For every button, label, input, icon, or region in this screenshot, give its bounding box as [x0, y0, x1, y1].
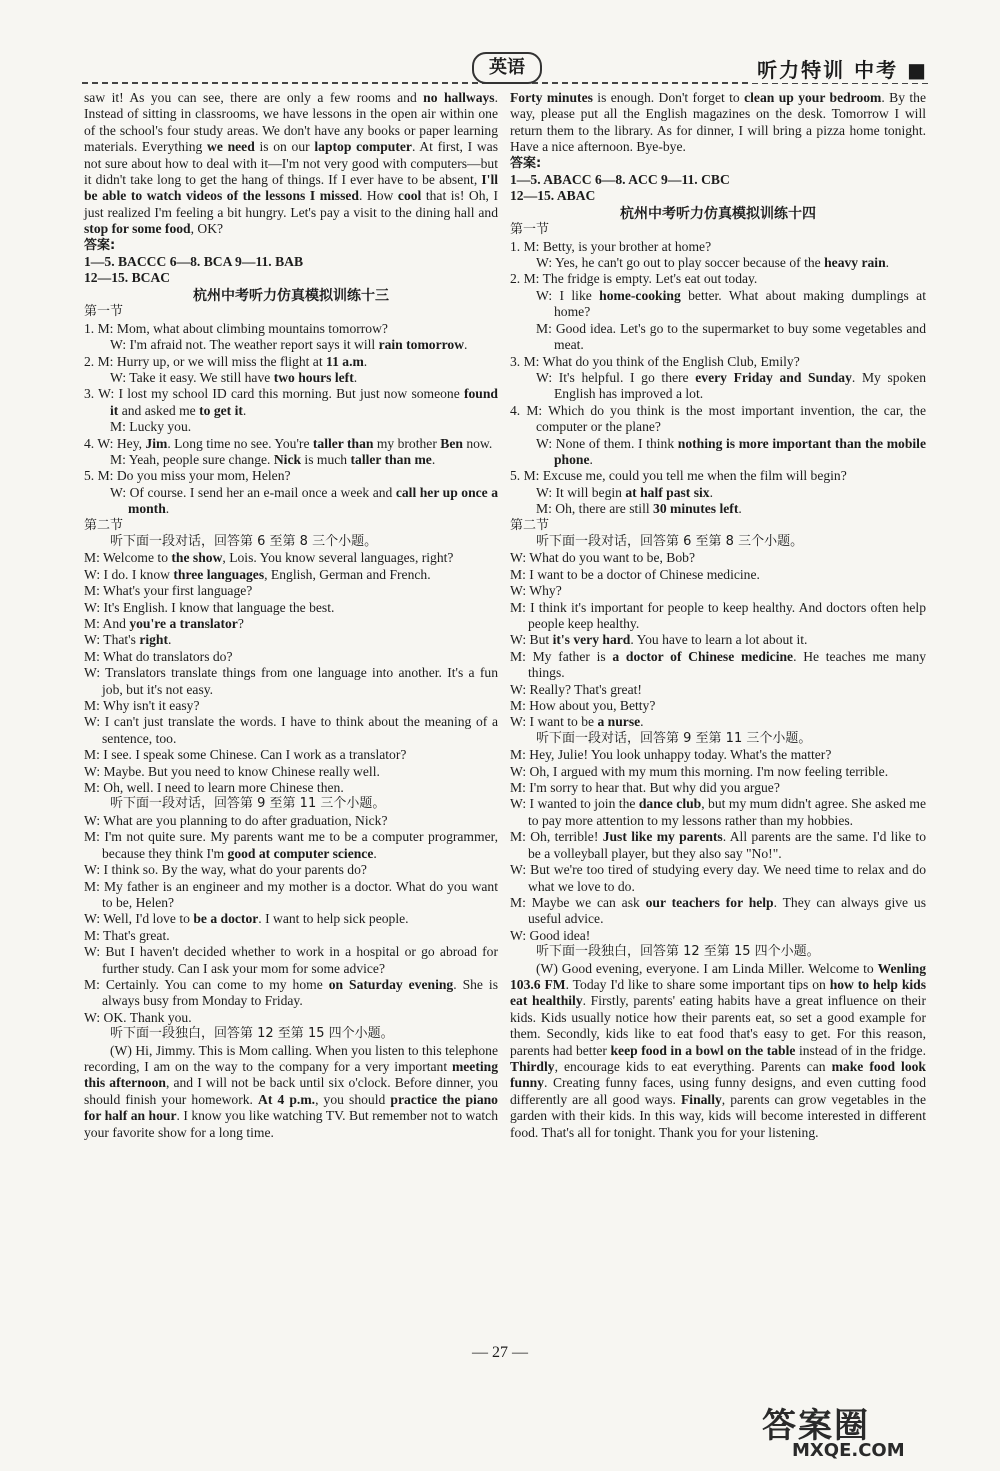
dialogue-line — [84, 698, 498, 714]
dialogue-line — [84, 879, 498, 912]
left-direction-1: 听下面一段对话，回答第 6 至第 8 三个小题。 — [110, 533, 378, 549]
dialogue-line — [84, 1010, 498, 1026]
key-phrase: Ben — [440, 435, 463, 451]
speaker-label: M: — [84, 878, 104, 894]
right-q1-m — [510, 239, 926, 255]
dialogue-line — [510, 747, 926, 763]
text-run: I do. I know — [103, 566, 174, 582]
text-run: I want to be — [529, 714, 598, 730]
key-phrase: good at computer science — [227, 845, 374, 861]
speaker-label: M: — [84, 648, 104, 664]
speaker-label: M: — [510, 599, 531, 615]
dialogue-line — [510, 567, 926, 583]
text-run: What are you planning to do after graduation, Nick? — [103, 812, 388, 828]
right-q4-w — [510, 436, 926, 469]
right-q2-m2 — [510, 321, 926, 354]
speaker-label: W: — [510, 927, 530, 943]
speaker-label: M: — [84, 976, 106, 992]
watermark-url: MXQE.COM — [792, 1440, 905, 1461]
speaker-label: M: — [510, 894, 532, 910]
speaker-label: M: — [84, 583, 104, 599]
left-part-two-label: 第二节 — [84, 517, 124, 533]
key-phrase: you're a translator — [129, 616, 238, 631]
key-phrase: cool — [397, 188, 422, 204]
key-phrase: how to help kids eat healthily — [510, 976, 927, 1009]
text-run: I wanted to join the — [529, 796, 639, 812]
key-phrase: it's very hard — [552, 632, 631, 648]
key-phrase: rain tomorrow — [378, 337, 465, 353]
speaker-label: M: — [84, 698, 104, 714]
right-dialogue-1 — [510, 550, 926, 730]
subject-logo: 英语 — [472, 52, 542, 84]
right-q4-m — [510, 403, 926, 436]
text-run: . She is always busy from Monday to Friday. — [102, 976, 498, 1009]
left-q3-w — [84, 386, 498, 419]
right-answers-1: 1—5. ABACC 6—8. ACC 9—11. CBC — [510, 172, 730, 188]
key-phrase: nothing is more important than the mobile phone — [554, 435, 926, 467]
key-phrase: found it — [110, 386, 498, 418]
speaker-label: M: — [510, 698, 530, 714]
dialogue-line — [84, 649, 498, 665]
speaker-label: M: — [510, 566, 530, 582]
key-phrase: Finally — [681, 1091, 722, 1107]
text-run: Welcome to — [103, 550, 172, 566]
text-run: Certainly. You can come to my home — [105, 976, 329, 992]
text-run: My father is — [532, 648, 613, 664]
text-run: 4. W: Hey, — [84, 435, 146, 451]
text-run: M: Lucky you. — [110, 419, 192, 435]
text-run: is enough. Don't forget to — [592, 90, 745, 105]
key-phrase: make food look funny — [510, 1058, 926, 1091]
key-phrase: meeting this afternoon — [84, 1058, 498, 1091]
key-phrase: taller than me — [350, 451, 432, 467]
key-phrase: heavy rain — [824, 255, 886, 271]
right-section-title: 杭州中考听力仿真模拟训练十四 — [620, 205, 816, 222]
key-phrase: clean up your bedroom — [744, 90, 882, 105]
text-run: . By the way, please put all the English magazines on the desk. Tomorrow I will return them to the library. As for dinner, I will bring a pizza home tonight. Have a nice afternoon. Bye-bye. — [510, 90, 927, 155]
dialogue-line — [84, 862, 498, 878]
text-run: . They can always give us useful advice. — [528, 894, 926, 927]
left-q2-w — [84, 370, 498, 386]
right-answers-2: 12—15. ABAC — [510, 188, 596, 204]
dialogue-line — [84, 780, 498, 796]
text-run: . You have to learn a lot about it. — [630, 632, 808, 648]
dialogue-line — [84, 632, 498, 648]
text-run: That's great. — [103, 927, 170, 943]
text-run: I'm not quite sure. My parents want me to be a computer programmer, because they think I'm — [102, 829, 498, 861]
left-direction-3: 听下面一段独白，回答第 12 至第 15 四个小题。 — [110, 1026, 394, 1042]
text-run: It's English. I know that language the best. — [103, 599, 335, 615]
text-run: . — [363, 353, 368, 369]
left-answer-label: 答案: — [84, 237, 116, 253]
dialogue-line — [510, 698, 926, 714]
text-run: OK. Thank you. — [103, 1009, 192, 1025]
text-run: M: Good idea. Let's go to the supermarket to buy some vegetables and meat. — [536, 320, 926, 353]
left-q5-w — [84, 485, 498, 518]
page-header — [82, 52, 928, 86]
speaker-label: W: — [510, 862, 531, 878]
key-phrase: be a doctor — [193, 911, 259, 927]
speaker-label: M: — [84, 927, 104, 943]
key-phrase: Forty minutes — [510, 90, 593, 105]
text-run: W: Yes, he can't go out to play soccer because of the — [536, 255, 825, 271]
key-phrase: right — [139, 632, 169, 648]
text-run: 4. M: Which do you think is the most important invention, the car, the computer or the plane? — [510, 402, 926, 435]
dialogue-line — [510, 796, 926, 829]
key-phrase: a doctor of Chinese medicine — [612, 648, 794, 664]
key-phrase: 30 minutes left — [653, 501, 739, 517]
speaker-label: W: — [84, 1009, 104, 1025]
dialogue-line — [84, 714, 498, 747]
page-number: — 27 — — [472, 1344, 528, 1361]
text-run: W: It's helpful. I go there — [536, 369, 696, 385]
text-run: . Creating funny faces, using funny designs, and even cutting food differently are all good ways. — [510, 1075, 926, 1107]
text-run: now. — [462, 435, 493, 451]
right-q2-w — [510, 288, 926, 321]
dialogue-line — [84, 616, 498, 632]
key-phrase: Jim — [145, 435, 168, 451]
text-run: Good idea! — [529, 927, 591, 943]
text-run: M: Oh, there are still — [536, 501, 654, 517]
left-part-one-label: 第一节 — [84, 304, 124, 320]
key-phrase: keep food in a bowl on the table — [610, 1042, 796, 1058]
key-phrase: a nurse — [597, 714, 641, 730]
speaker-label: M: — [84, 780, 104, 796]
text-run: 2. M: Hurry up, or we will miss the flight at — [84, 353, 327, 369]
dialogue-line — [510, 550, 926, 566]
speaker-label: M: — [84, 550, 104, 566]
right-monologue — [510, 961, 926, 1141]
right-intro-paragraph — [510, 90, 926, 156]
dialogue-line — [84, 550, 498, 566]
dialogue-line — [84, 600, 498, 616]
left-dialogue-1 — [84, 550, 498, 796]
text-run: How about you, Betty? — [529, 698, 656, 714]
key-phrase: I'll be able to watch videos of the lessons I missed — [84, 172, 498, 204]
key-phrase: stop for some food — [84, 221, 191, 237]
text-run: . Long time no see. You're — [167, 435, 313, 451]
text-run: instead of in the fridge. — [795, 1042, 926, 1058]
dialogue-line — [84, 977, 498, 1010]
right-q5-m2 — [510, 501, 926, 517]
text-run: . Instead of sitting in classrooms, we have lessons in the open air within one of the school's four study areas. We don't have any books or paper learning materials. Everything — [84, 90, 498, 155]
dialogue-line — [84, 764, 498, 780]
speaker-label: W: — [84, 862, 104, 878]
text-run: 5. M: Do you miss your mom, Helen? — [84, 468, 291, 484]
right-q5-m — [510, 468, 926, 484]
text-run: Why isn't it easy? — [103, 698, 200, 714]
text-run: , English, German and French. — [264, 566, 431, 582]
left-q4-m — [84, 452, 498, 468]
text-run: W: It will begin — [536, 484, 626, 500]
text-run: , parents can grow vegetables in the garden with their kids. In this way, kids will become interested in different food. That's all for tonight. Thank you for your listening. — [510, 1091, 926, 1140]
dialogue-line — [510, 764, 926, 780]
text-run: 3. M: What do you think of the English Club, Emily? — [510, 353, 800, 369]
key-phrase: Wenling 103.6 FM — [510, 960, 926, 992]
text-run: Why? — [529, 583, 562, 599]
text-run: I can't just translate the words. I have to think about the meaning of a sentence, too. — [102, 714, 498, 746]
left-q4-w — [84, 436, 498, 452]
text-run: Maybe we can ask — [531, 894, 646, 910]
header-title: 听力特训 中考 ■ — [751, 54, 928, 83]
text-run: . — [431, 451, 436, 467]
text-run: And — [102, 616, 130, 631]
text-run: Oh, terrible! — [530, 829, 603, 845]
text-run: What do you want to be, Bob? — [529, 550, 695, 566]
dialogue-line — [510, 682, 926, 698]
text-run: M: Yeah, people sure change. — [110, 451, 274, 467]
right-q3-w — [510, 370, 926, 403]
speaker-label: W: — [84, 599, 104, 615]
key-phrase: the show — [171, 550, 223, 566]
left-q1-m — [84, 321, 498, 337]
key-phrase: no hallways — [423, 90, 495, 105]
dialogue-line — [84, 944, 498, 977]
text-run: . — [353, 369, 358, 385]
left-column — [84, 90, 498, 1141]
dialogue-line — [84, 911, 498, 927]
text-run: ? — [237, 616, 244, 631]
text-run: My father is an engineer and my mother is a doctor. What do you want to be, Helen? — [102, 878, 498, 910]
key-phrase: laptop computer — [314, 139, 412, 155]
speaker-label: W: — [510, 583, 530, 599]
right-direction-2: 听下面一段对话，回答第 9 至第 11 三个小题。 — [536, 730, 812, 746]
left-direction-2: 听下面一段对话，回答第 9 至第 11 三个小题。 — [110, 796, 386, 812]
speaker-label: M: — [84, 616, 103, 631]
text-run: (W) Hi, Jimmy. This is Mom calling. When you listen to this telephone recording, I am on the way to the company for a very important — [84, 1042, 498, 1074]
speaker-label: W: — [510, 550, 530, 566]
dialogue-line — [84, 747, 498, 763]
text-run: . — [738, 501, 742, 517]
speaker-label: W: — [84, 665, 106, 681]
dialogue-line — [510, 600, 926, 633]
dialogue-line — [84, 928, 498, 944]
dialogue-line — [510, 649, 926, 682]
text-run: my brother — [373, 435, 441, 451]
left-dialogue-2 — [84, 813, 498, 1026]
left-monologue — [84, 1043, 498, 1141]
text-run: better. What about making dumplings at home? — [554, 287, 926, 320]
speaker-label: M: — [510, 780, 530, 796]
right-column — [510, 90, 926, 1141]
key-phrase: At 4 p.m. — [258, 1091, 316, 1107]
text-run: . My spoken English has improved a lot. — [554, 369, 926, 402]
key-phrase: Thirdly — [510, 1058, 555, 1074]
speaker-label: W: — [510, 681, 530, 697]
text-run: . At first, I was not sure about how to deal with it—I'm not very good with computers—but it didn't take long to get the hang of things. If I ever have to be absent, — [84, 139, 498, 188]
speaker-label: W: — [510, 632, 530, 648]
right-direction-1: 听下面一段对话，回答第 6 至第 8 三个小题。 — [536, 533, 804, 549]
text-run: . — [709, 484, 713, 500]
key-phrase: we need — [207, 139, 255, 155]
text-run: . All parents are the same. I'd like to be a volleyball player, but they also say "No!". — [528, 829, 927, 861]
text-run: What do translators do? — [103, 648, 233, 664]
speaker-label: W: — [84, 944, 106, 960]
dialogue-line — [84, 665, 498, 698]
left-q5-m — [84, 468, 498, 484]
text-run: W: I like — [536, 287, 600, 303]
text-run: W: Of course. I send her an e-mail once a week and — [110, 484, 396, 500]
key-phrase: every Friday and Sunday — [695, 369, 852, 385]
text-run: . Today I'd like to share some important tips on — [565, 976, 830, 992]
speaker-label: W: — [84, 566, 104, 582]
text-run: 2. M: The fridge is empty. Let's eat out today. — [510, 271, 758, 287]
key-phrase: to get it — [199, 402, 243, 418]
text-run: , and I will not be back until six o'clock. Before dinner, you should finish your homework. — [84, 1075, 499, 1107]
text-run: That's — [103, 632, 140, 648]
dialogue-line — [510, 862, 926, 895]
dialogue-line — [84, 829, 498, 862]
key-phrase: home-cooking — [599, 287, 681, 303]
text-run: I want to be a doctor of Chinese medicine. — [529, 566, 760, 582]
key-phrase: practice the piano for half an hour — [84, 1091, 498, 1124]
speaker-label: W: — [84, 632, 104, 648]
dialogue-line — [84, 583, 498, 599]
text-run: , you should — [315, 1091, 391, 1107]
text-run: , encourage kids to eat everything. Parents can — [554, 1058, 832, 1074]
watermark-mark: 答案圈 — [762, 1406, 870, 1446]
text-run: 5. M: Excuse me, could you tell me when the film will begin? — [510, 468, 847, 484]
speaker-label: W: — [510, 796, 530, 812]
key-phrase: Nick — [273, 451, 302, 467]
left-section-title: 杭州中考听力仿真模拟训练十三 — [193, 287, 389, 304]
text-run: Oh, I argued with my mum this morning. I'm now feeling terrible. — [529, 763, 889, 779]
left-q3-m — [84, 419, 498, 435]
key-phrase: three languages — [173, 566, 265, 582]
text-run: What's your first language? — [103, 583, 253, 599]
text-run: . — [589, 451, 593, 467]
text-run: , but my mum didn't agree. She asked me to pay more attention to my lessons rather than my hobbies. — [528, 796, 926, 828]
watermark-logo — [762, 1398, 972, 1462]
text-run: Translators translate things from one language into another. It's a fun job, but it's not easy. — [102, 665, 498, 697]
speaker-label: W: — [84, 763, 104, 779]
dialogue-line — [510, 928, 926, 944]
text-run: and asked me — [118, 402, 200, 418]
text-run: , Lois. You know several languages, right? — [222, 550, 454, 566]
left-intro-paragraph — [84, 90, 498, 238]
text-run: that is! Oh, I just realized I'm feeling a bit hungry. Let's pay a visit to the dining hall and — [84, 188, 498, 220]
right-answer-label: 答案: — [510, 155, 542, 171]
speaker-label: W: — [510, 763, 530, 779]
left-answers-2: 12—15. BCAC — [84, 270, 171, 286]
text-run: . I know you like watching TV. But remember not to watch your favorite show for a long time. — [84, 1108, 499, 1140]
text-run: Well, I'd love to — [103, 911, 194, 927]
text-run: I'm sorry to hear that. But why did you argue? — [529, 780, 780, 796]
text-run: But we're too tired of studying every day. We need time to relax and do what we love to do. — [528, 862, 926, 894]
left-q2-m — [84, 354, 498, 370]
right-part-two-label: 第二节 — [510, 517, 550, 533]
dialogue-line — [510, 714, 926, 730]
text-run: . — [168, 632, 172, 648]
text-run: . I want to help sick people. — [258, 911, 409, 927]
text-run: 1. M: Mom, what about climbing mountains tomorrow? — [84, 320, 388, 336]
text-run: Hey, Julie! You look unhappy today. What's the matter? — [529, 747, 832, 763]
text-run: . — [640, 714, 644, 730]
key-phrase: two hours left — [273, 369, 354, 385]
left-answers-1: 1—5. BACCC 6—8. BCA 9—11. BAB — [84, 254, 304, 270]
text-run: . — [464, 337, 468, 353]
text-run: I think it's important for people to keep healthy. And doctors often help people keep healthy. — [528, 599, 927, 631]
speaker-label: M: — [84, 829, 105, 845]
text-run: But I haven't decided whether to work in a hospital or go abroad for further study. Can I ask your mom for some advice? — [102, 944, 498, 976]
text-run: (W) Good evening, everyone. I am Linda Miller. Welcome to — [536, 960, 878, 976]
text-run: . — [373, 845, 377, 861]
text-run: saw it! As you can see, there are only a few rooms and — [84, 90, 424, 105]
text-run: . — [242, 402, 247, 418]
right-q2-m — [510, 271, 926, 287]
key-phrase: dance club — [638, 796, 702, 812]
left-q1-w — [84, 337, 498, 353]
text-run: is on our — [254, 139, 315, 155]
text-run: , OK? — [190, 221, 224, 237]
speaker-label: W: — [84, 911, 104, 927]
right-part-one-label: 第一节 — [510, 222, 550, 238]
text-run: W: None of them. I think — [536, 435, 678, 451]
right-q3-m — [510, 354, 926, 370]
dialogue-line — [84, 567, 498, 583]
speaker-label: M: — [84, 747, 104, 763]
dialogue-line — [510, 780, 926, 796]
text-run: Maybe. But you need to know Chinese really well. — [103, 763, 380, 779]
text-run: . — [165, 501, 170, 517]
dialogue-line — [510, 583, 926, 599]
speaker-label: W: — [84, 812, 104, 828]
text-run: . He teaches me many things. — [528, 648, 927, 681]
dialogue-line — [510, 895, 926, 928]
text-run: 3. W: I lost my school ID card this morning. But just now someone — [84, 386, 464, 402]
text-run: . Firstly, parents' eating habits have a great influence on their kids. Kids usually notice how their parents eat, so set a good example for them. Secondly, kids like to eat food that's easy to get. For this reason, parents had better — [510, 993, 926, 1058]
text-run: . — [885, 255, 890, 271]
text-run: 1. M: Betty, is your brother at home? — [510, 238, 712, 254]
speaker-label: M: — [510, 648, 533, 664]
key-phrase: 11 a.m — [326, 353, 364, 369]
key-phrase: at half past six — [625, 484, 710, 500]
text-run: . How — [358, 188, 398, 204]
speaker-label: M: — [510, 747, 530, 763]
text-run: is much — [301, 451, 351, 467]
right-dialogue-2 — [510, 747, 926, 944]
key-phrase: taller than — [312, 435, 374, 451]
right-direction-3: 听下面一段独白，回答第 12 至第 15 四个小题。 — [536, 944, 820, 960]
key-phrase: call her up once a month — [128, 484, 499, 517]
right-q5-w — [510, 485, 926, 501]
text-run: W: Take it easy. We still have — [110, 369, 274, 385]
speaker-label: W: — [510, 714, 530, 730]
text-run: But — [529, 632, 553, 648]
key-phrase: on Saturday evening — [328, 976, 454, 992]
dialogue-line — [510, 632, 926, 648]
key-phrase: Just like my parents — [602, 829, 723, 845]
dialogue-line — [84, 813, 498, 829]
text-run: Oh, well. I need to learn more Chinese then. — [103, 780, 344, 796]
speaker-label: W: — [84, 714, 105, 730]
speaker-label: M: — [510, 829, 531, 845]
dialogue-line — [510, 829, 926, 862]
text-run: I think so. By the way, what do your parents do? — [103, 862, 367, 878]
text-run: Really? That's great! — [529, 681, 642, 697]
key-phrase: our teachers for help — [645, 894, 774, 910]
text-run: I see. I speak some Chinese. Can I work as a translator? — [103, 747, 407, 763]
text-run: W: I'm afraid not. The weather report says it will — [110, 337, 379, 353]
right-q1-w — [510, 255, 926, 271]
